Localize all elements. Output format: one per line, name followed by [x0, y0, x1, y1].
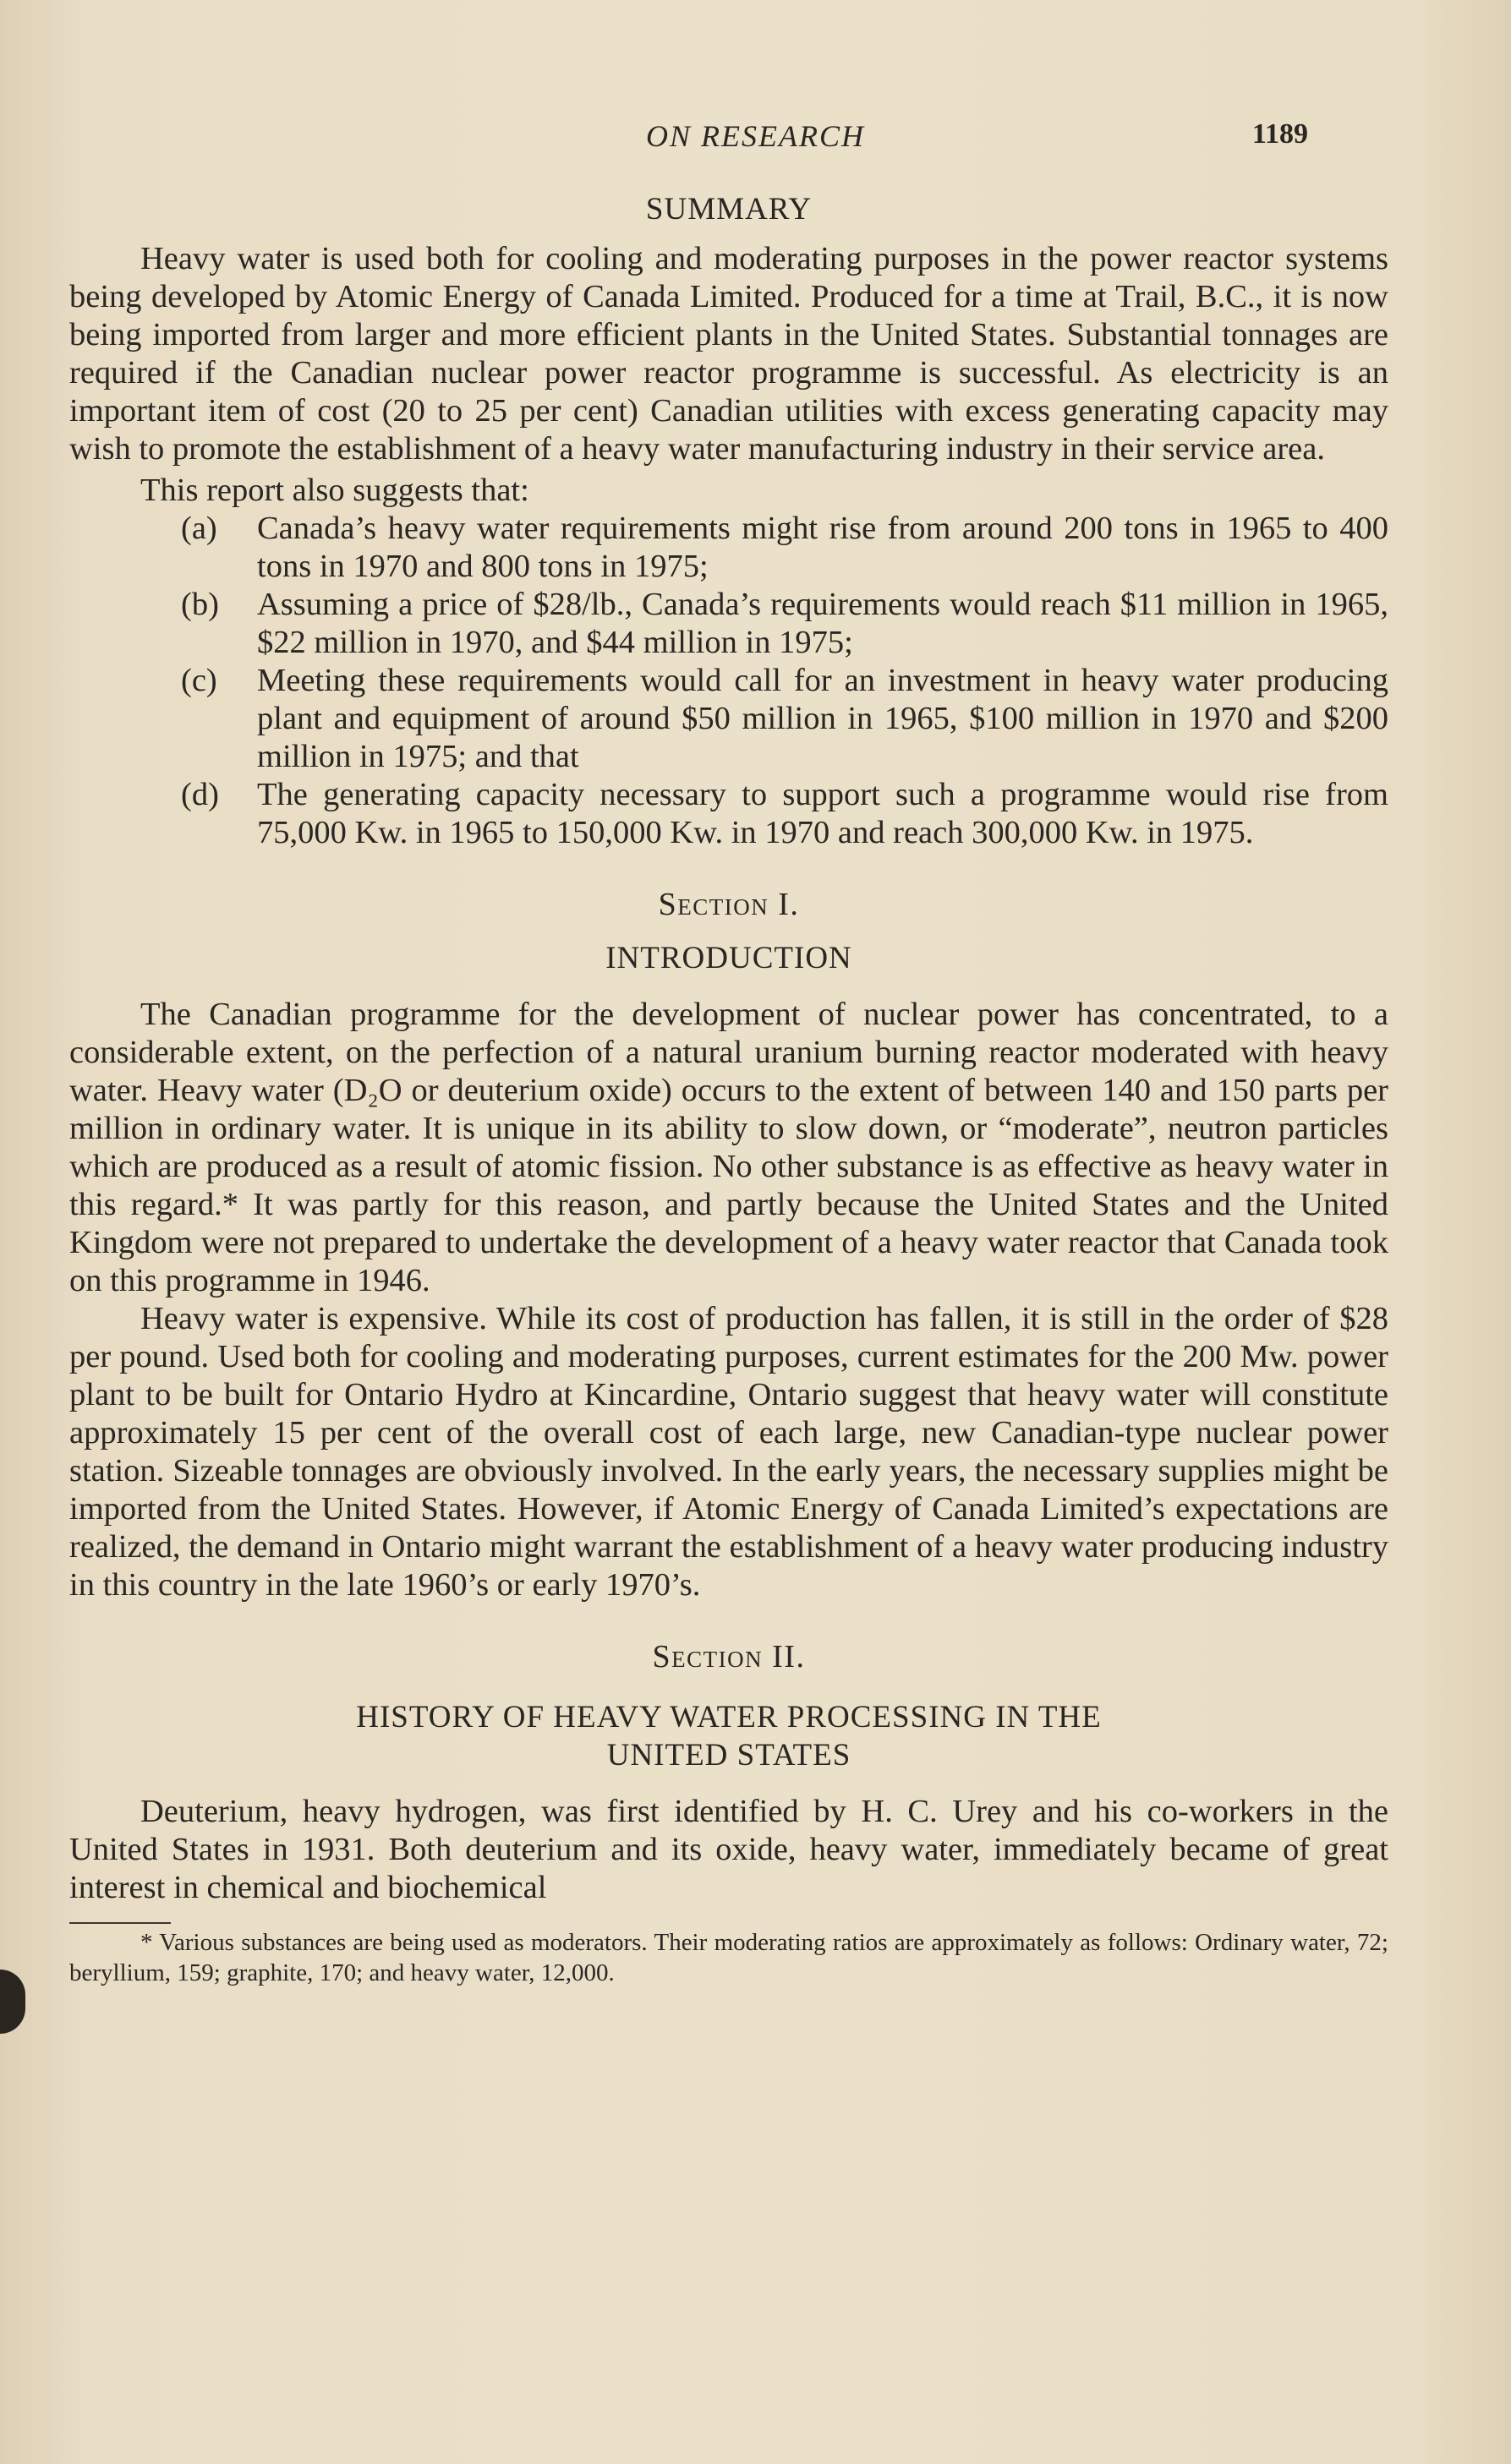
list-marker: (b) [181, 587, 219, 622]
list-item [69, 510, 1388, 586]
summary-intro-line: This report also suggests that: [140, 473, 529, 508]
running-title: ON RESEARCH [646, 119, 865, 153]
page-number: 1189 [1251, 118, 1308, 150]
section-2-title-line-1: HISTORY OF HEAVY WATER PROCESSING IN THE [356, 1700, 1102, 1735]
binding-punch-mark [0, 1970, 25, 2034]
list-item [69, 662, 1388, 776]
section-1-title: INTRODUCTION [605, 941, 852, 975]
list-marker: (d) [181, 777, 219, 812]
footnote-divider [69, 1922, 171, 1924]
list-item-text: The generating capacity necessary to support such a programme would rise from 75,000 Kw. in 1965 to 150,000 Kw. in 1970 and reach 300,000 Kw. in 1975. [257, 777, 1388, 850]
section-1-paragraph-2: Heavy water is expensive. While its cost of production has fallen, it is still in the order of $28 per pound. Used both for cooling and moderating purposes, current estimates for the 200 Mw. power plant to be built for Ontario Hydro at Kincardine, Ontario suggest that heavy water will constitute approximately 15 per cent of the overall cost of each large, new Canadian-type nuclear power station. Sizeable tonnages are obviously involved. In the early years, the necessary supplies might be imported from the United States. However, if Atomic Energy of Canada Limited’s expectations are realized, the demand in Ontario might warrant the establishment of a heavy water producing industry in this country in the late 1960’s or early 1970’s. [69, 1301, 1388, 1603]
section-1-paragraph-1: The Canadian programme for the development of nuclear power has concentrated, to a considerable extent, on the perfection of a natural uranium burning reactor moderated with heavy water. Heavy water (D₂O or deuterium oxide) occurs to the extent of between 140 and 150 parts per million in ordinary water. It is unique in its ability to slow down, or “moderate”, neutron particles which are produced as a result of atomic fission. No other substance is as effective as heavy water in this regard.* It was partly for this reason, and partly because the United States and the United Kingdom were not prepared to undertake the development of a heavy water reactor that Canada took on this programme in 1946. [69, 997, 1388, 1298]
page-header [68, 118, 1443, 161]
list-item [69, 586, 1388, 662]
section-2-paragraph-1: Deuterium, heavy hydrogen, was first identified by H. C. Urey and his co-workers in the United States in 1931. Both deuterium and its oxide, heavy water, immediately became of great interest in chemical and biochemical [69, 1794, 1388, 1905]
list-item-text: Assuming a price of $28/lb., Canada’s requirements would reach $11 million in 1965, $22 million in 1970, and $44 million in 1975; [257, 587, 1388, 660]
summary-list [69, 510, 1388, 852]
section-2-title-line-2: UNITED STATES [606, 1738, 851, 1773]
list-item-text: Canada’s heavy water requirements might rise from around 200 tons in 1965 to 400 tons in 1970 and 800 tons in 1975; [257, 511, 1388, 584]
list-marker: (c) [181, 663, 217, 698]
footnote: * Various substances are being used as moderators. Their moderating ratios are approximately as follows: Ordinary water, 72; beryllium, 159; graphite, 170; and heavy water, 12,000. [69, 1929, 1388, 1986]
list-marker: (a) [181, 511, 217, 546]
page-body [69, 190, 1388, 1988]
summary-paragraph: Heavy water is used both for cooling and moderating purposes in the power reactor systems being developed by Atomic Energy of Canada Limited. Produced for a time at Trail, B.C., it is now being imported from larger and more efficient plants in the United States. Substantial tonnages are required if the Canadian nuclear power reactor programme is successful. As electricity is an important item of cost (20 to 25 per cent) Canadian utilities with excess generating capacity may wish to promote the establishment of a heavy water manufacturing industry in their service area. [69, 241, 1388, 467]
summary-heading: SUMMARY [645, 192, 813, 227]
section-2-label: Section II. [652, 1639, 806, 1675]
list-item-text: Meeting these requirements would call for an investment in heavy water producing plant and equipment of around $50 million in 1965, $100 million in 1970 and $200 million in 1975; and that [257, 663, 1388, 774]
section-1-label: Section I. [658, 887, 800, 922]
list-item [69, 776, 1388, 852]
